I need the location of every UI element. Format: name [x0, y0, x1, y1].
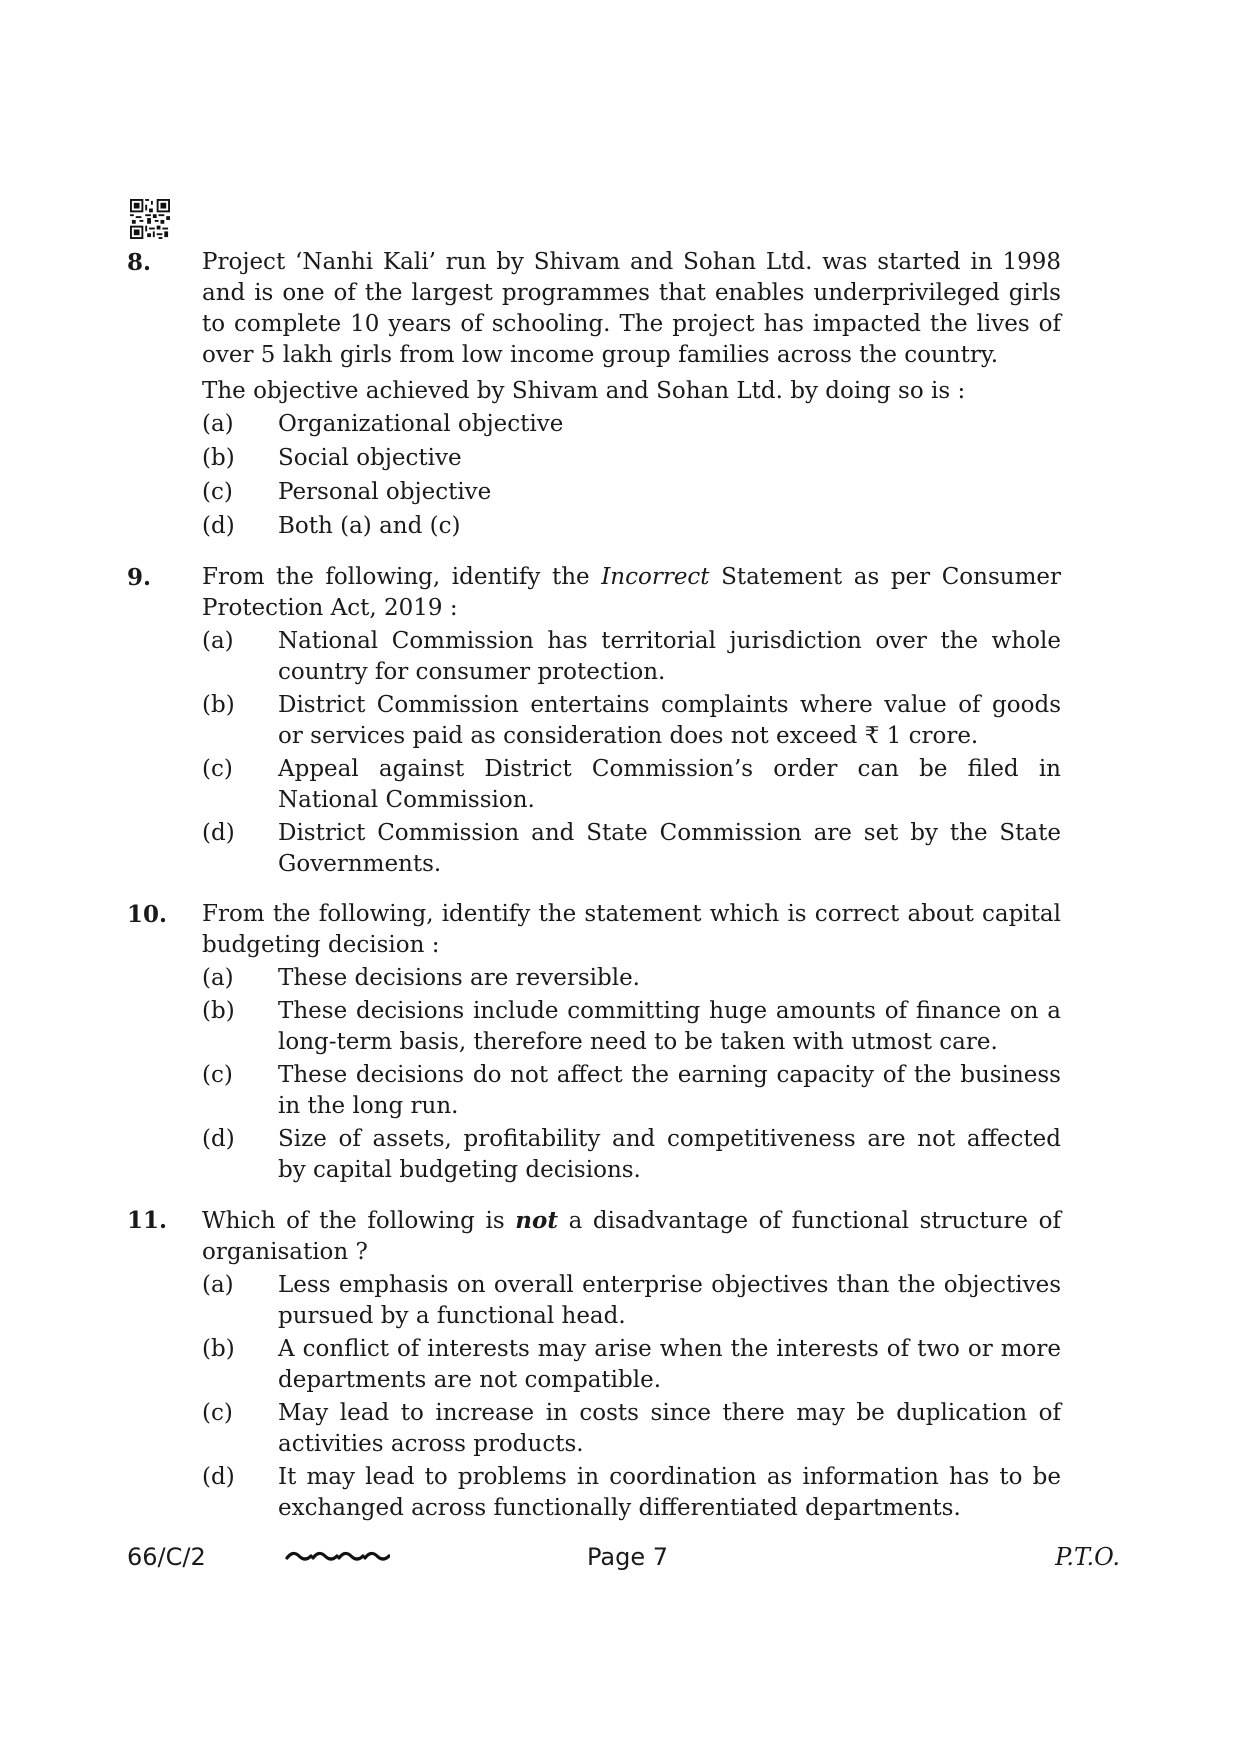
question-text: [202, 1205, 1061, 1268]
option-list: [202, 409, 1061, 542]
question-number: 8.: [127, 249, 152, 276]
option-label: (c): [202, 1400, 233, 1426]
option-d: [202, 1462, 1061, 1524]
question-9: [127, 562, 1061, 882]
option-text: Appeal against District Commission’s order can be filed in National Commission.: [278, 756, 1061, 813]
option-text: These decisions include committing huge amounts of finance on a long-term basis, therefore need to be taken with utmost care.: [278, 998, 1061, 1055]
tilde-wave-icon: [285, 1545, 390, 1567]
option-c: [202, 1398, 1061, 1460]
option-a: [202, 409, 1061, 440]
option-text: District Commission entertains complaints where value of goods or services paid as consideration does not exceed ₹ 1 crore.: [278, 692, 1061, 749]
question-text-part: a disadvantage of functional structure of organisation ?: [202, 1208, 1062, 1265]
option-list: [202, 626, 1061, 880]
option-b: [202, 996, 1061, 1058]
page-number: Page 7: [587, 1543, 668, 1571]
option-label: (a): [202, 1272, 234, 1298]
option-b: [202, 1334, 1061, 1396]
option-d: [202, 511, 1061, 542]
question-text: Project ‘Nanhi Kali’ run by Shivam and Sohan Ltd. was started in 1998 and is one of the largest programmes that enables underprivileged girls to complete 10 years of schooling. The project has impacted the lives of over 5 lakh girls from low income group families across the country.: [202, 249, 1061, 368]
option-c: [202, 477, 1061, 508]
question-number: 11.: [127, 1207, 168, 1234]
question-emphasis: not: [515, 1207, 558, 1234]
option-text: District Commission and State Commission are set by the State Governments.: [278, 820, 1061, 877]
option-label: (d): [202, 820, 235, 846]
option-label: (b): [202, 998, 235, 1024]
option-list: [202, 963, 1061, 1186]
option-a: [202, 626, 1061, 688]
option-b: [202, 690, 1061, 752]
question-number: 10.: [127, 901, 168, 928]
pto-label: P.T.O.: [1055, 1543, 1120, 1571]
option-label: (c): [202, 1062, 233, 1088]
option-label: (b): [202, 1336, 235, 1362]
option-label: (a): [202, 965, 234, 991]
option-text: Size of assets, profitability and competitiveness are not affected by capital budgeting decisions.: [278, 1126, 1061, 1183]
option-label: (a): [202, 411, 234, 437]
option-text: Social objective: [278, 445, 462, 471]
option-text: A conflict of interests may arise when the interests of two or more departments are not compatible.: [278, 1336, 1061, 1393]
question-text: [202, 562, 1061, 624]
qr-code-icon: [130, 199, 170, 239]
option-text: It may lead to problems in coordination as information has to be exchanged across functionally differentiated departments.: [278, 1464, 1061, 1521]
question-text-part: Statement as per Consumer Protection Act, 2019 :: [202, 564, 1062, 621]
question-11: [127, 1205, 1061, 1526]
option-b: [202, 443, 1061, 474]
option-text: Personal objective: [278, 479, 492, 505]
option-label: (a): [202, 628, 234, 654]
option-a: [202, 963, 1061, 994]
question-list: [127, 247, 1061, 1543]
option-text: Both (a) and (c): [278, 513, 461, 539]
option-label: (d): [202, 1126, 235, 1152]
question-10: [127, 899, 1061, 1188]
question-emphasis: Incorrect: [601, 564, 710, 590]
option-list: [202, 1270, 1061, 1524]
option-label: (b): [202, 692, 235, 718]
option-text: Less emphasis on overall enterprise objectives than the objectives pursued by a functional head.: [278, 1272, 1061, 1329]
option-label: (c): [202, 479, 233, 505]
option-label: (c): [202, 756, 233, 782]
question-8: [127, 247, 1061, 545]
option-c: [202, 1060, 1061, 1122]
paper-code: 66/C/2: [127, 1543, 206, 1571]
option-label: (b): [202, 445, 235, 471]
option-text: These decisions do not affect the earning capacity of the business in the long run.: [278, 1062, 1061, 1119]
option-text: National Commission has territorial jurisdiction over the whole country for consumer protection.: [278, 628, 1061, 685]
option-c: [202, 754, 1061, 816]
option-label: (d): [202, 1464, 235, 1490]
option-d: [202, 818, 1061, 880]
option-a: [202, 1270, 1061, 1332]
option-d: [202, 1124, 1061, 1186]
question-text-part: From the following, identify the: [202, 564, 602, 590]
option-text: Organizational objective: [278, 411, 564, 437]
question-text: From the following, identify the statement which is correct about capital budgeting decision :: [202, 901, 1061, 958]
question-number: 9.: [127, 564, 152, 591]
page-footer: [127, 1543, 1120, 1577]
option-text: May lead to increase in costs since there may be duplication of activities across products.: [278, 1400, 1061, 1457]
option-text: These decisions are reversible.: [278, 965, 640, 991]
question-prompt: The objective achieved by Shivam and Sohan Ltd. by doing so is :: [202, 378, 966, 404]
question-text-part: Which of the following is: [202, 1208, 516, 1234]
option-label: (d): [202, 513, 235, 539]
